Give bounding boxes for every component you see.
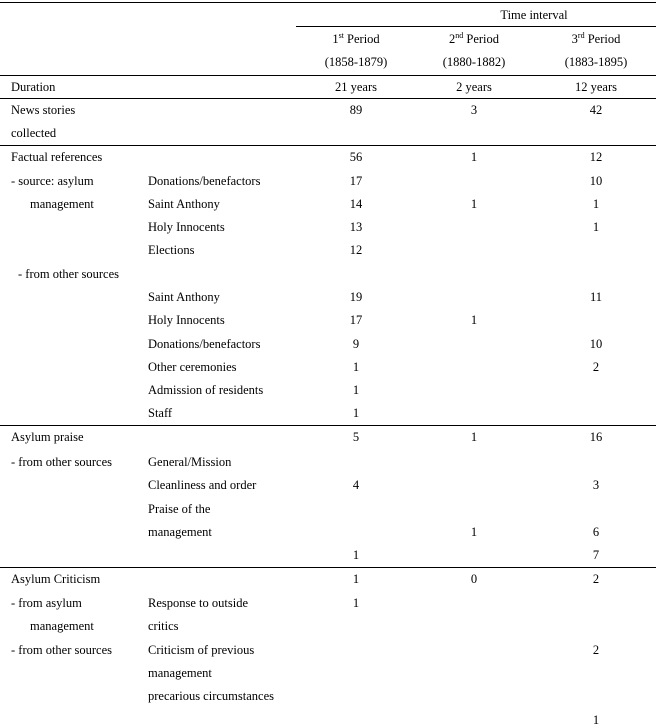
period-2-heading: 2nd Period (448, 31, 500, 46)
table-row-label: Donations/benefactors (148, 174, 261, 188)
factual-p3: 12 (589, 150, 603, 164)
news-bottom-rule (0, 145, 656, 146)
time-interval-label: Time interval (500, 8, 568, 22)
criticism-p2: 0 (470, 572, 478, 586)
table-cell: 17 (349, 174, 363, 188)
period-1-heading: 1st Period (332, 31, 380, 46)
table-row-label: Saint Anthony (148, 290, 220, 304)
criticism-source-asylum-line1: - from asylum (11, 596, 82, 610)
duration-p2: 2 years (456, 80, 492, 94)
praise-p1: 5 (352, 430, 360, 444)
table-cell: 14 (349, 197, 363, 211)
table-cell: 7 (592, 548, 600, 562)
criticism-label: Asylum Criticism (11, 572, 101, 586)
table-cell: 12 (349, 243, 363, 257)
table-row-label: Donations/benefactors (148, 337, 261, 351)
header-group-rule (296, 26, 656, 27)
criticism-source-asylum-line2: management (30, 619, 94, 633)
praise-p2: 1 (470, 430, 478, 444)
praise-general-label: General/Mission (148, 455, 232, 469)
duration-p3: 12 years (575, 80, 617, 94)
factual-label: Factual references (11, 150, 103, 164)
factual-source-asylum-line1: - source: asylum (11, 174, 94, 188)
table-cell: 1 (592, 713, 600, 727)
header-bottom-rule (0, 75, 656, 76)
praise-bottom-rule (0, 567, 656, 568)
table-cell: 1 (592, 197, 600, 211)
table-cell: 1 (352, 596, 360, 610)
praise-source-other: - from other sources (11, 455, 113, 469)
news-label-line2: collected (11, 126, 57, 140)
period-3-heading: 3rd Period (571, 31, 621, 46)
criticism-p3: 2 (592, 572, 600, 586)
table-cell: 1 (470, 525, 478, 539)
period-1-years: (1858-1879) (324, 55, 388, 69)
factual-source-other: - from other sources (18, 267, 120, 281)
criticism-response-label-line2: critics (148, 619, 179, 633)
criticism-p1: 1 (352, 572, 360, 586)
table-cell: 10 (589, 337, 603, 351)
table-cell: 1 (352, 360, 360, 374)
table-row-label: Other ceremonies (148, 360, 237, 374)
table-cell: 13 (349, 220, 363, 234)
table-cell: 1 (352, 548, 360, 562)
praise-cleanliness-label: Cleanliness and order (148, 478, 257, 492)
table-row-label: Holy Innocents (148, 220, 225, 234)
table-cell: 1 (470, 197, 478, 211)
table-row-label: Admission of residents (148, 383, 264, 397)
duration-p1: 21 years (335, 80, 377, 94)
table-cell: 2 (592, 643, 600, 657)
praise-label: Asylum praise (11, 430, 84, 444)
criticism-precarious-label: precarious circumstances (148, 689, 274, 703)
table-cell: 1 (352, 406, 360, 420)
table-cell: 4 (352, 478, 360, 492)
table-cell: 11 (589, 290, 603, 304)
factual-source-asylum-line2: management (30, 197, 94, 211)
table-cell: 10 (589, 174, 603, 188)
period-2-years: (1880-1882) (442, 55, 506, 69)
table-row-label: Staff (148, 406, 173, 420)
table-cell: 3 (592, 478, 600, 492)
table-cell: 17 (349, 313, 363, 327)
table-cell: 1 (470, 313, 478, 327)
table-cell: 1 (592, 220, 600, 234)
table-row-label: Holy Innocents (148, 313, 225, 327)
table-row-label: Saint Anthony (148, 197, 220, 211)
table-top-rule (0, 2, 656, 3)
factual-p1: 56 (349, 150, 363, 164)
period-3-years: (1883-1895) (564, 55, 628, 69)
table-cell: 19 (349, 290, 363, 304)
praise-p3: 16 (589, 430, 603, 444)
criticism-response-label-line1: Response to outside (148, 596, 248, 610)
news-p3: 42 (589, 103, 603, 117)
factual-p2: 1 (470, 150, 478, 164)
table-row-label: Elections (148, 243, 195, 257)
table-cell: 2 (592, 360, 600, 374)
praise-management-label-line2: management (148, 525, 212, 539)
news-label-line1: News stories (11, 103, 76, 117)
criticism-previous-label-line1: Criticism of previous (148, 643, 255, 657)
criticism-source-other: - from other sources (11, 643, 113, 657)
news-p1: 89 (349, 103, 363, 117)
table-cell: 1 (352, 383, 360, 397)
duration-label: Duration (11, 80, 56, 94)
table-cell: 6 (592, 525, 600, 539)
praise-management-label-line1: Praise of the (148, 502, 211, 516)
duration-bottom-rule (0, 98, 656, 99)
table-cell: 9 (352, 337, 360, 351)
criticism-previous-label-line2: management (148, 666, 212, 680)
factual-bottom-rule (0, 425, 656, 426)
news-p2: 3 (470, 103, 478, 117)
